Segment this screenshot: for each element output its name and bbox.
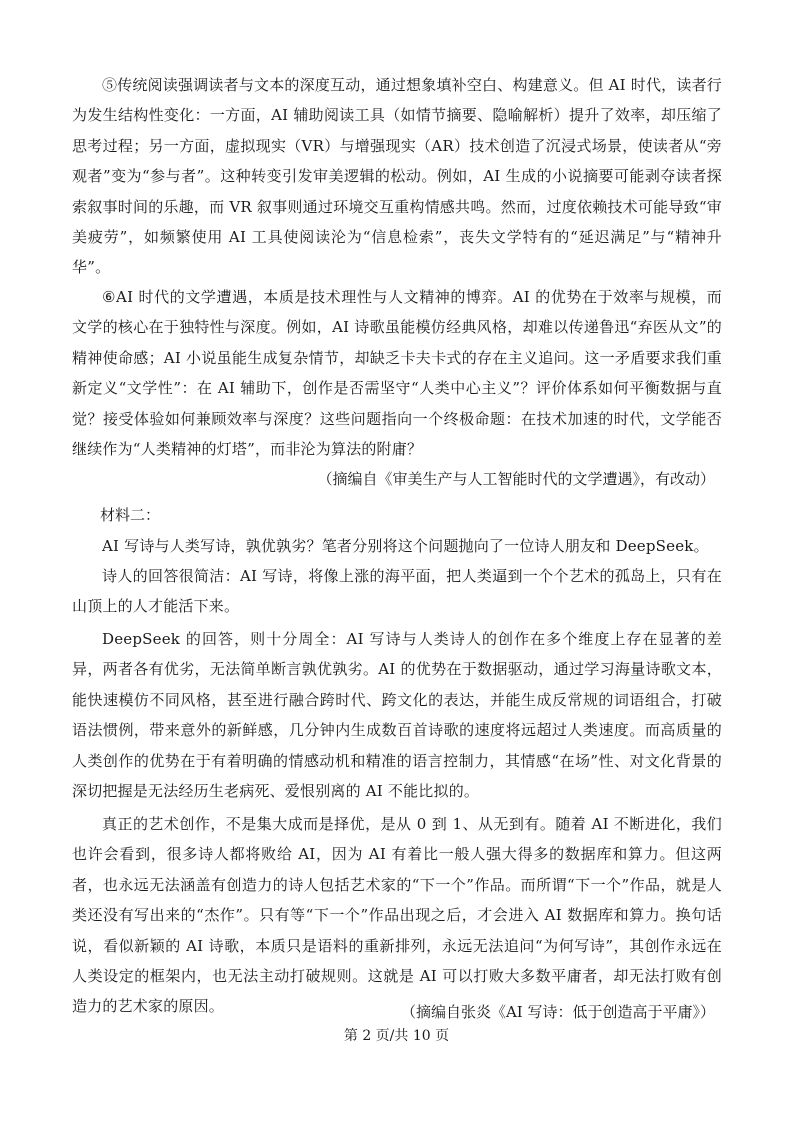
paragraph-6: ⑥AI 时代的文学遭遇，本质是技术理性与人文精神的博弈。AI 的优势在于效率与规模，而文学的核心在于独特性与深度。例如，AI 诗歌虽能模仿经典风格，却难以传递鲁迅“弃医从文”的精神使命感；AI 小说虽能生成复杂情节，却缺乏卡夫卡式的存在主义追问。这一矛盾要求我们重新定义“文学性”：在 AI 辅助下，创作是否需坚守“人类中心主义”？评价体系如何平衡数据与直觉？接受体验如何兼顾效率与深度？这些问题指向一个终极命题：在技术加速的时代，文学能否继续作为“人类精神的灯塔”，而非沦为算法的附庸？	[72, 288, 722, 459]
source-citation-1: （摘编自《审美生产与人工智能时代的文学遭遇》，有改动）	[317, 470, 715, 488]
material-2-paragraph-2: 诗人的回答很简洁：AI 写诗，将像上涨的海平面，把人类逼到一个个艺术的孤岛上，只有在山顶上的人才能活下来。	[72, 567, 722, 616]
source-citation-2: （摘编自张炎《AI 写诗：低于创造高于平庸》）	[400, 1003, 715, 1021]
material-2-paragraph-1: AI 写诗与人类写诗，孰优孰劣？笔者分别将这个问题抛向了一位诗人朋友和 DeepSeek。	[102, 537, 709, 555]
page-number-footer: 第 2 页/共 10 页	[343, 1028, 450, 1044]
paragraph-5: ⑤传统阅读强调读者与文本的深度互动，通过想象填补空白、构建意义。但 AI 时代，读者行为发生结构性变化：一方面，AI 辅助阅读工具（如情节摘要、隐喻解析）提升了效率，却压缩了思考过程；另一方面，虚拟现实（VR）与增强现实（AR）技术创造了沉浸式场景，使读者从“旁观者”变为“参与者”。这种转变引发审美逻辑的松动。例如，AI 生成的小说摘要可能剥夺读者探索叙事时间的乐趣，而 VR 叙事则通过环境交互重构情感共鸣。然而，过度依赖技术可能导致“审美疲劳”，如频繁使用 AI 工具使阅读沦为“信息检索”，丧失文学特有的“延迟满足”与“精神升华”。	[72, 76, 722, 277]
material-2-paragraph-3: DeepSeek 的回答，则十分周全：AI 写诗与人类诗人的创作在多个维度上存在显著的差异，两者各有优劣，无法简单断言孰优孰劣。AI 的优势在于数据驱动，通过学习海量诗歌文本，能快速模仿不同风格，甚至进行融合跨时代、跨文化的表达，并能生成反常规的词语组合，打破语法惯例，带来意外的新鲜感，几分钟内生成数百首诗歌的速度将远超过人类速度。而高质量的人类创作的优势在于有着明确的情感动机和精准的语言控制力，其情感“在场”性、对文化背景的深切把握是无法经历生老病死、爱恨别离的 AI 不能比拟的。	[72, 630, 722, 801]
material-2-paragraph-4: 真正的艺术创作，不是集大成而是择优，是从 0 到 1、从无到有。随着 AI 不断进化，我们也许会看到，很多诗人都将败给 AI，因为 AI 有着比一般人强大得多的数据库和算力。但这两者，也永远无法涵盖有创造力的诗人包括艺术家的“下一个”作品。而所谓“下一个”作品，就是人类还没有写出来的“杰作”。只有等“下一个”作品出现之后，才会进入 AI 数据库和算力。换句话说，看似新颖的 AI 诗歌，本质只是语料的重新排列，永远无法追问“为何写诗”，其创作永远在人类设定的框架内，也无法主动打破规则。这就是 AI 可以打败大多数平庸者，却无法打败有创造力的艺术家的原因。	[72, 815, 722, 1016]
material-2-label: 材料二：	[100, 506, 161, 524]
